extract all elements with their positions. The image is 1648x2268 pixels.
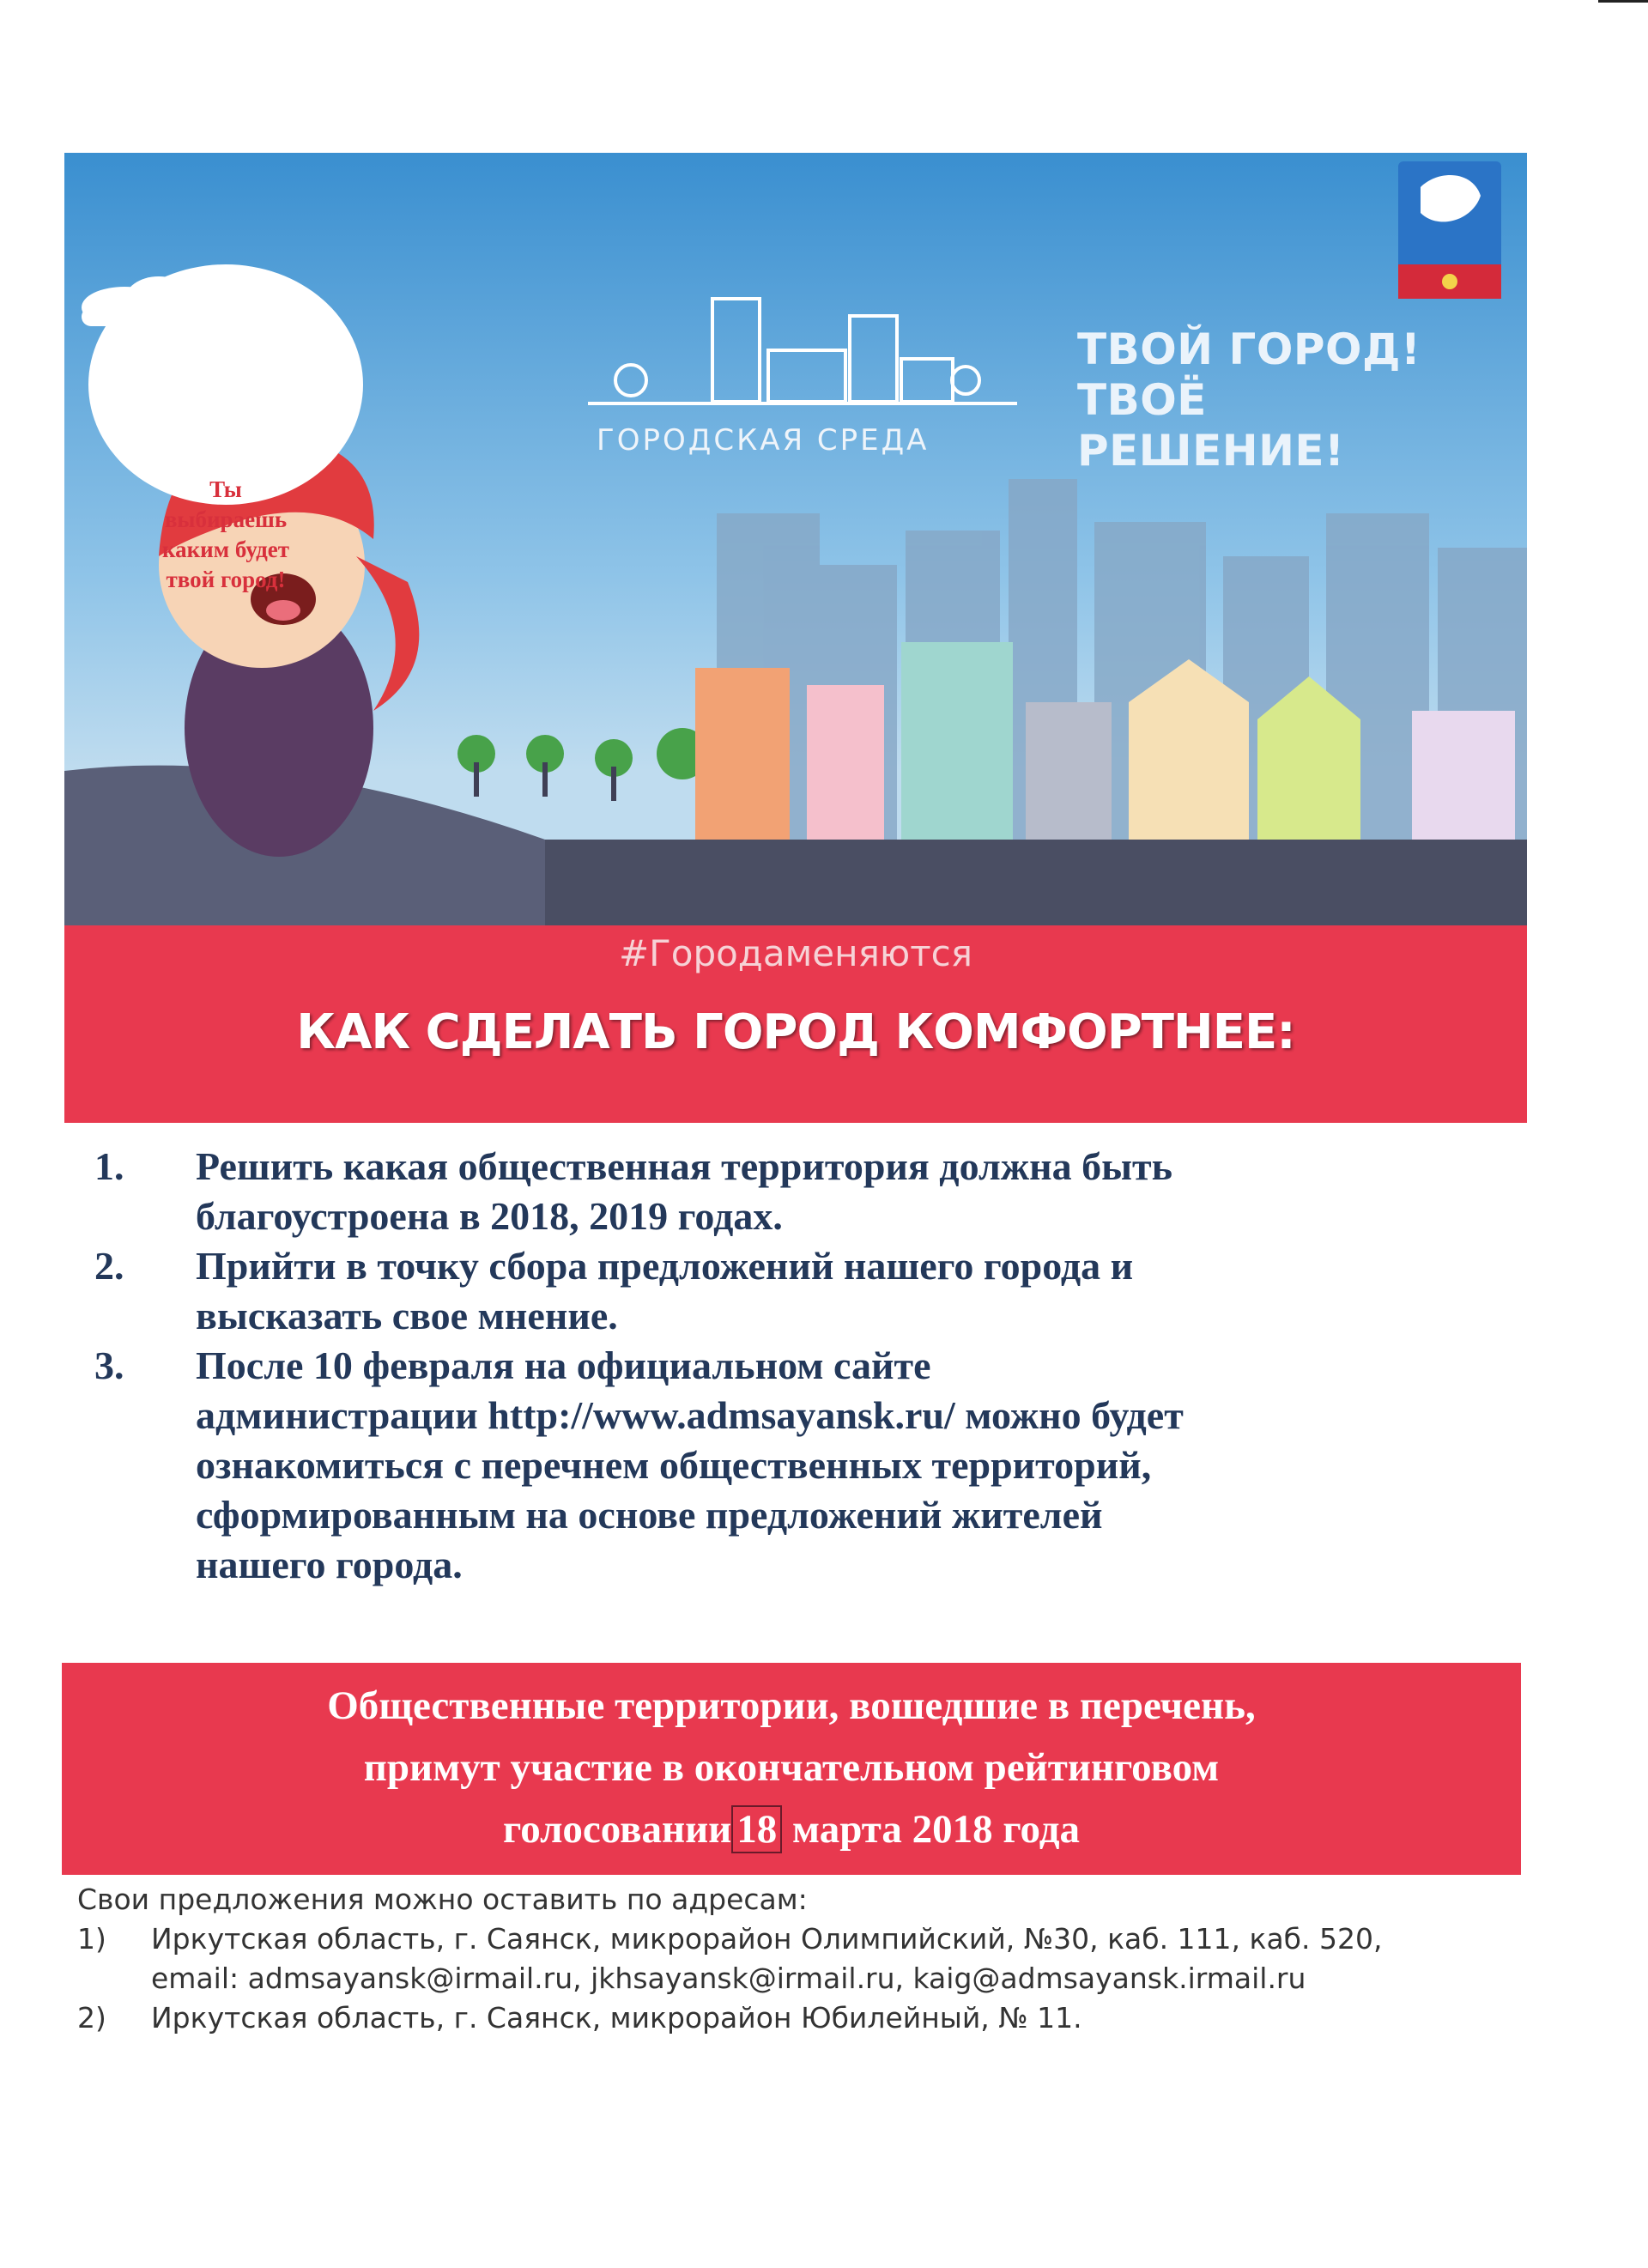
- banner-headline: КАК СДЕЛАТЬ ГОРОД КОМФОРТНЕЕ:: [296, 1004, 1295, 1060]
- step-number: 2.: [94, 1244, 124, 1288]
- notice-line: Общественные территории, вошедшие в перечень,: [327, 1683, 1256, 1728]
- city-banner: [64, 153, 1527, 1123]
- brand-name: ГОРОДСКАЯ СРЕДА: [597, 423, 930, 458]
- speech-line: Ты: [209, 476, 242, 502]
- steps-list: [94, 1142, 1536, 1590]
- addresses-section: [77, 1880, 1536, 2038]
- speech-line: твой город!: [166, 567, 286, 593]
- step-item: [94, 1142, 1536, 1241]
- notice-text: голосовании: [503, 1807, 732, 1852]
- step-number: 3.: [94, 1343, 124, 1387]
- notice-text: марта 2018 года: [792, 1807, 1080, 1852]
- step-item: [94, 1241, 1536, 1341]
- step-text: Прийти в точку сбора предложений нашего города и высказать свое мнение.: [196, 1244, 1134, 1337]
- address-item: [77, 1998, 1536, 2038]
- address-text: Иркутская область, г. Саянск, микрорайон Юбилейный, № 11.: [151, 2001, 1082, 2035]
- address-item: [77, 1919, 1536, 1998]
- step-text: После 10 февраля на официальном сайте администрации http://www.admsayansk.ru/ можно будет ознакомиться с перечнем общественных территорий, сформированным на основе предложений жителей нашего города.: [196, 1343, 1184, 1586]
- notice-line: [62, 1798, 1521, 1860]
- speech-line: каким будет: [161, 537, 290, 562]
- hashtag: #Городаменяются: [618, 932, 973, 974]
- slogan-line: ТВОЙ ГОРОД!: [1077, 324, 1421, 374]
- step-text: Решить какая общественная территория должна быть благоустроена в 2018, 2019 годах.: [196, 1144, 1172, 1238]
- scan-edge-mark: [1598, 0, 1648, 3]
- voting-notice: [62, 1663, 1521, 1875]
- address-number: 2): [77, 2001, 106, 2035]
- address-number: 1): [77, 1922, 106, 1956]
- step-item: [94, 1341, 1536, 1590]
- speech-bubble-text: [88, 428, 363, 642]
- date-highlight: 18: [731, 1805, 782, 1853]
- voting-notice-text: [62, 1675, 1521, 1860]
- notice-line: примут участие в окончательном рейтинговом: [363, 1745, 1220, 1790]
- slogan-line: ТВОЁ РЕШЕНИЕ!: [1077, 375, 1345, 476]
- coat-of-arms: [1398, 161, 1501, 299]
- speech-line: выбираешь: [164, 506, 288, 532]
- address-text: Иркутская область, г. Саянск, микрорайон Олимпийский, №30, каб. 111, каб. 520, email: admsayansk@irmail.ru, jkhsayansk@irmail.ru, kaig@admsayansk.irmail.ru: [151, 1922, 1383, 1995]
- step-number: 1.: [94, 1144, 124, 1188]
- addresses-intro: Свои предложения можно оставить по адресам:: [77, 1883, 808, 1916]
- slogan: [1077, 324, 1489, 476]
